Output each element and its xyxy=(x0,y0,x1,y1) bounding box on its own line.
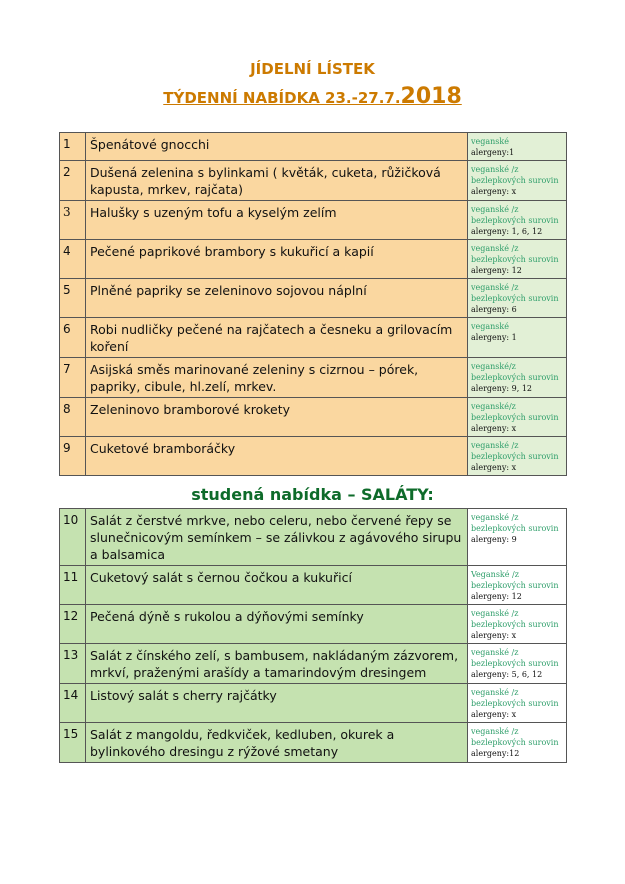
diet-info xyxy=(468,318,567,358)
vegan-label: veganské /z bezlepkových surovin xyxy=(471,205,559,225)
dish-name: Pečená dýně s rukolou a dýňovými semínky xyxy=(86,605,468,644)
vegan-label: veganské /z bezlepkových surovin xyxy=(471,513,559,533)
allergens-label: alergeny: x xyxy=(471,710,517,719)
menu-row xyxy=(60,684,567,723)
diet-info xyxy=(468,240,567,279)
item-number: 1 xyxy=(60,133,86,161)
salad-menu-table xyxy=(59,508,567,763)
dish-name: Salát z mangoldu, ředkviček, kedluben, okurek a bylinkového dresingu z rýžové smetany xyxy=(86,723,468,763)
allergens-label: alergeny: 9, 12 xyxy=(471,384,533,393)
diet-info xyxy=(468,684,567,723)
menu-row xyxy=(60,566,567,605)
item-number: 6 xyxy=(60,318,86,358)
dish-name: Listový salát s cherry rajčátky xyxy=(86,684,468,723)
diet-info xyxy=(468,358,567,398)
menu-row xyxy=(60,723,567,763)
item-number: 13 xyxy=(60,644,86,684)
dish-name: Robi nudličky pečené na rajčatech a česneku a grilovacím koření xyxy=(86,318,468,358)
dish-name: Halušky s uzeným tofu a kyselým zelím xyxy=(86,201,468,240)
vegan-label: veganské /z bezlepkových surovin xyxy=(471,441,559,461)
vegan-label: veganské /z bezlepkových surovin xyxy=(471,648,559,668)
menu-row xyxy=(60,605,567,644)
diet-info xyxy=(468,437,567,476)
allergens-label: alergeny: 12 xyxy=(471,592,522,601)
weekly-offer-heading xyxy=(0,84,625,109)
menu-row xyxy=(60,398,567,437)
allergens-label: alergeny: x xyxy=(471,463,517,472)
menu-row xyxy=(60,644,567,684)
dish-name: Cuketový salát s černou čočkou a kukuřicí xyxy=(86,566,468,605)
vegan-label: veganské /z bezlepkových surovin xyxy=(471,244,559,264)
menu-row xyxy=(60,318,567,358)
allergens-label: alergeny: x xyxy=(471,187,517,196)
menu-row xyxy=(60,133,567,161)
item-number: 11 xyxy=(60,566,86,605)
diet-info xyxy=(468,605,567,644)
menu-title: JÍDELNÍ LÍSTEK xyxy=(250,60,375,78)
warm-menu-table xyxy=(59,132,567,476)
dish-name: Dušená zelenina s bylinkami ( květák, cuketa, růžičková kapusta, mrkev, rajčata) xyxy=(86,161,468,201)
week-range-label: TÝDENNÍ NABÍDKA 23.-27.7. xyxy=(163,89,401,107)
allergens-label: alergeny: x xyxy=(471,631,517,640)
allergens-label: alergeny: 6 xyxy=(471,305,517,314)
vegan-label: veganské /z bezlepkových surovin xyxy=(471,727,559,747)
diet-info xyxy=(468,398,567,437)
diet-info xyxy=(468,566,567,605)
menu-row xyxy=(60,279,567,318)
item-number: 8 xyxy=(60,398,86,437)
menu-row xyxy=(60,161,567,201)
cold-section-title: studená nabídka – SALÁTY: xyxy=(191,485,434,504)
item-number: 3 xyxy=(60,201,86,240)
vegan-label: veganské xyxy=(471,137,509,146)
menu-row xyxy=(60,201,567,240)
vegan-label: veganské /z bezlepkových surovin xyxy=(471,283,559,303)
item-number: 9 xyxy=(60,437,86,476)
dish-name: Zeleninovo bramborové krokety xyxy=(86,398,468,437)
item-number: 5 xyxy=(60,279,86,318)
dish-name: Cuketové bramboráčky xyxy=(86,437,468,476)
item-number: 12 xyxy=(60,605,86,644)
vegan-label: veganské/z bezlepkových surovin xyxy=(471,402,559,422)
dish-name: Pečené paprikové brambory s kukuřicí a kapií xyxy=(86,240,468,279)
item-number: 4 xyxy=(60,240,86,279)
allergens-label: alergeny: 5, 6, 12 xyxy=(471,670,543,679)
vegan-label: veganské /z bezlepkových surovin xyxy=(471,688,559,708)
vegan-label: veganské /z bezlepkových surovin xyxy=(471,609,559,629)
dish-name: Asijská směs marinované zeleniny s cizrnou – pórek, papriky, cibule, hl.zelí, mrkev. xyxy=(86,358,468,398)
diet-info xyxy=(468,509,567,566)
diet-info xyxy=(468,644,567,684)
menu-row xyxy=(60,437,567,476)
dish-name: Salát z čínského zelí, s bambusem, nakládaným zázvorem, mrkví, praženými arašídy a tamarindovým dresingem xyxy=(86,644,468,684)
allergens-label: alergeny: 9 xyxy=(471,535,517,544)
diet-info xyxy=(468,161,567,201)
item-number: 7 xyxy=(60,358,86,398)
allergens-label: alergeny: 1, 6, 12 xyxy=(471,227,543,236)
vegan-label: Veganské /z bezlepkových surovin xyxy=(471,570,559,590)
allergens-label: alergeny:1 xyxy=(471,148,515,157)
item-number: 10 xyxy=(60,509,86,566)
diet-info xyxy=(468,279,567,318)
dish-name: Salát z čerstvé mrkve, nebo celeru, nebo červené řepy se slunečnicovým semínkem – se zálivkou z agávového sirupu a balsamica xyxy=(86,509,468,566)
diet-info xyxy=(468,133,567,161)
allergens-label: alergeny:12 xyxy=(471,749,520,758)
diet-info xyxy=(468,201,567,240)
item-number: 2 xyxy=(60,161,86,201)
allergens-label: alergeny: x xyxy=(471,424,517,433)
dish-name: Špenátové gnocchi xyxy=(86,133,468,161)
menu-row xyxy=(60,509,567,566)
item-number: 14 xyxy=(60,684,86,723)
vegan-label: veganské/z bezlepkových surovin xyxy=(471,362,559,382)
dish-name: Plněné papriky se zeleninovo sojovou náplní xyxy=(86,279,468,318)
vegan-label: veganské /z bezlepkových surovin xyxy=(471,165,559,185)
year-label: 2018 xyxy=(400,84,462,109)
vegan-label: veganské xyxy=(471,322,509,331)
menu-row xyxy=(60,358,567,398)
diet-info xyxy=(468,723,567,763)
menu-row xyxy=(60,240,567,279)
allergens-label: alergeny: 1 xyxy=(471,333,517,342)
item-number: 15 xyxy=(60,723,86,763)
allergens-label: alergeny: 12 xyxy=(471,266,522,275)
